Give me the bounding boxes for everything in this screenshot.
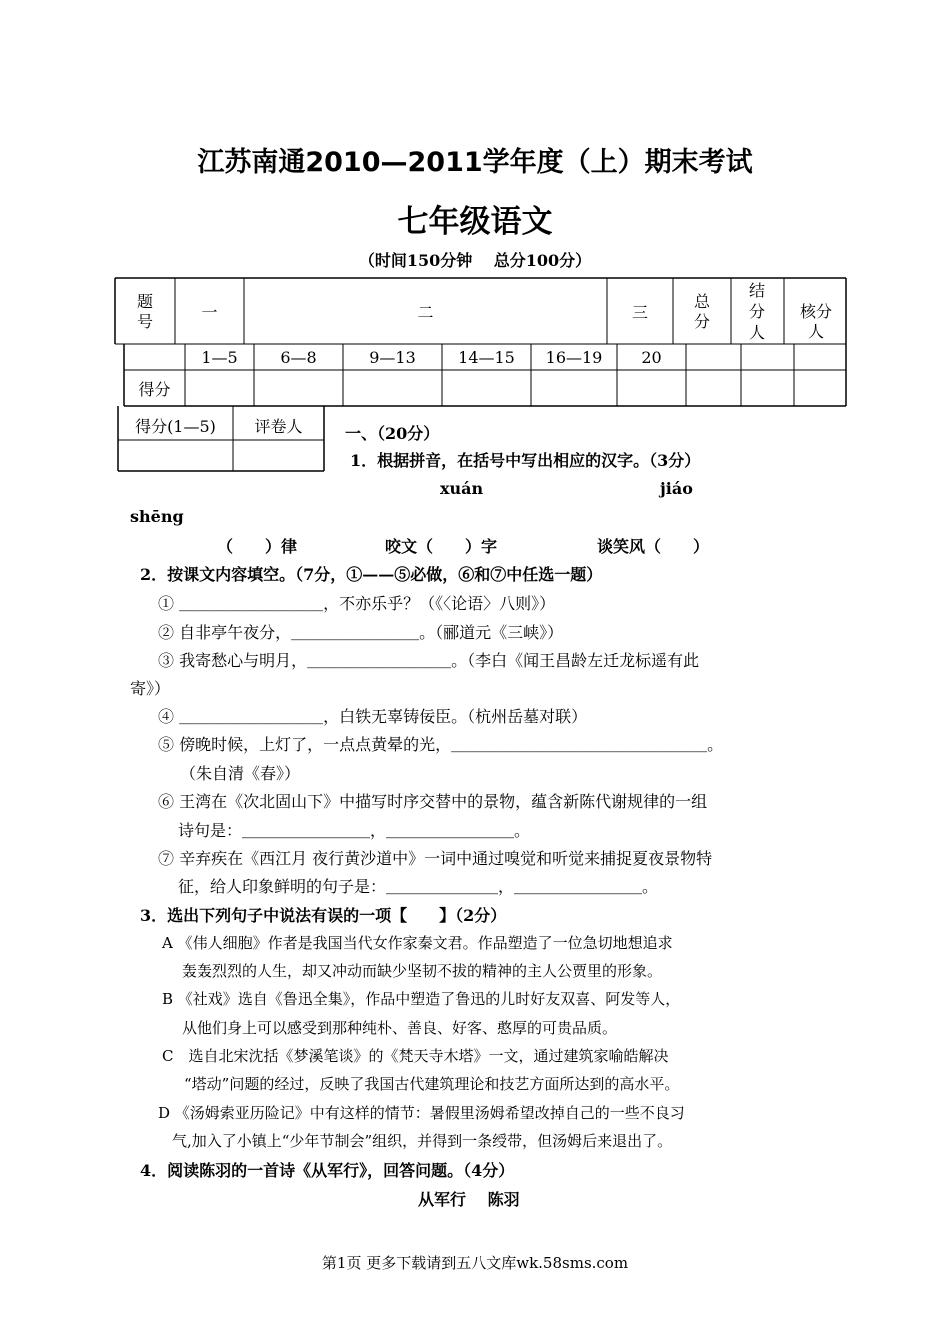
- score-row-label: 得分: [138, 380, 171, 399]
- q3-option-a: A 《伟人细胞》作者是我国当代女作家秦文君。作品塑造了一位急切地想追求: [162, 934, 673, 952]
- score-table: [0, 0, 950, 480]
- header-cell-part-3: 三: [631, 303, 648, 322]
- header-cell-checker: 核分人: [799, 302, 832, 341]
- q2-item-3-cont: 寄》）: [130, 679, 171, 698]
- q3-option-d-cont: 气,加入了小镇上“少年节制会”组织，并得到一条绶带，但汤姆后来退出了。: [172, 1132, 673, 1150]
- header-cell-part-2: 二: [417, 303, 434, 322]
- question-2-prompt: 2．按课文内容填空。（7分，①——⑤必做，⑥和⑦中任选一题）: [140, 565, 603, 584]
- exam-subject: 七年级语文: [397, 204, 553, 240]
- page-footer: 第1页 更多下载请到五八文库wk.58sms.com: [321, 1254, 629, 1272]
- q3-option-d: D 《汤姆索亚历险记》中有这样的情节：暑假里汤姆希望改掉自己的一些不良习: [158, 1104, 685, 1122]
- time-and-total: （时间150分钟 总分100分）: [358, 251, 592, 270]
- range-cell: 16—19: [545, 348, 603, 367]
- q2-item-3: ③ 我寄愁心与明月，＿＿＿＿＿＿＿＿＿。（李白《闻王昌龄左迁龙标遥有此: [158, 651, 700, 670]
- header-cell-question-no: 题号: [136, 292, 153, 331]
- question-1-prompt: 1．根据拼音，在括号中写出相应的汉字。（3分）: [350, 451, 701, 470]
- q1-item-2: 咬文（ ）字: [385, 537, 498, 556]
- header-cell-tally: 结分人: [748, 281, 765, 342]
- question-4-prompt: 4．阅读陈羽的一首诗《从军行》，回答问题。（4分）: [140, 1161, 515, 1180]
- q2-item-1: ① ＿＿＿＿＿＿＿＿＿，不亦乐乎？（《〈论语〉八则》）: [158, 594, 556, 613]
- q3-option-c-cont: “塔动”问题的经过，反映了我国古代建筑理论和技艺方面所达到的高水平。: [184, 1075, 680, 1093]
- q2-item-5: ⑤ 傍晚时候，上灯了，一点点黄晕的光，＿＿＿＿＿＿＿＿＿＿＿＿＿＿＿＿。: [158, 735, 724, 754]
- q1-item-1: （ ）律: [217, 537, 298, 556]
- header-cell-total: 总分: [693, 292, 710, 331]
- pinyin-xuan: xuán: [440, 479, 484, 498]
- q1-item-3: 谈笑风（ ）: [597, 537, 710, 556]
- range-cell: 1—5: [201, 348, 238, 367]
- q2-item-7: ⑦ 辛弃疾在《西江月 夜行黄沙道中》一词中通过嗅觉和听觉来捕捉夏夜景物特: [158, 849, 713, 868]
- poem-title: 从军行 陈羽: [418, 1190, 520, 1209]
- q2-item-6-cont: 诗句是：＿＿＿＿＿＿＿＿，＿＿＿＿＿＿＿＿。: [178, 821, 531, 840]
- question-3-prompt: 3．选出下列句子中说法有误的一项【 】（2分）: [140, 906, 507, 925]
- range-cell: 20: [641, 348, 662, 367]
- range-cell: 14—15: [458, 348, 515, 367]
- pinyin-jiao: jiáo: [660, 479, 693, 498]
- q2-item-7-cont: 征，给人印象鲜明的句子是：＿＿＿＿＿＿＿，＿＿＿＿＿＿＿＿。: [178, 877, 659, 896]
- q2-item-6: ⑥ 王湾在《次北固山下》中描写时序交替中的景物，蕴含新陈代谢规律的一组: [158, 792, 708, 811]
- range-cell: 6—8: [280, 348, 317, 367]
- q3-option-c: C 选自北宋沈括《梦溪笔谈》的《梵天寺木塔》一文，通过建筑家喻皓解决: [162, 1047, 669, 1065]
- q3-option-b: B 《社戏》选自《鲁迅全集》，作品中塑造了鲁迅的儿时好友双喜、阿发等人，: [162, 990, 681, 1008]
- q2-item-4: ④ ＿＿＿＿＿＿＿＿＿，白铁无辜铸佞臣。（杭州岳墓对联）: [158, 707, 588, 726]
- q3-option-a-cont: 轰轰烈烈的人生，却又冲动而缺少坚韧不拔的精神的主人公贾里的形象。: [182, 962, 663, 980]
- grader-name-label: 评卷人: [254, 417, 303, 436]
- q2-item-2: ② 自非亭午夜分，＿＿＿＿＿＿＿＿。（郦道元《三峡》）: [158, 623, 564, 642]
- header-cell-part-1: 一: [201, 303, 218, 322]
- pinyin-sheng: shēng: [130, 507, 184, 526]
- exam-title: 江苏南通2010—2011学年度（上）期末考试: [197, 147, 753, 178]
- grader-score-label: 得分(1—5): [135, 417, 216, 436]
- q2-item-5-source: （朱自清《春》）: [180, 764, 301, 783]
- section-1-heading: 一、（20分）: [345, 424, 440, 443]
- q3-option-b-cont: 从他们身上可以感受到那种纯朴、善良、好客、憨厚的可贵品质。: [182, 1019, 618, 1037]
- range-cell: 9—13: [369, 348, 416, 367]
